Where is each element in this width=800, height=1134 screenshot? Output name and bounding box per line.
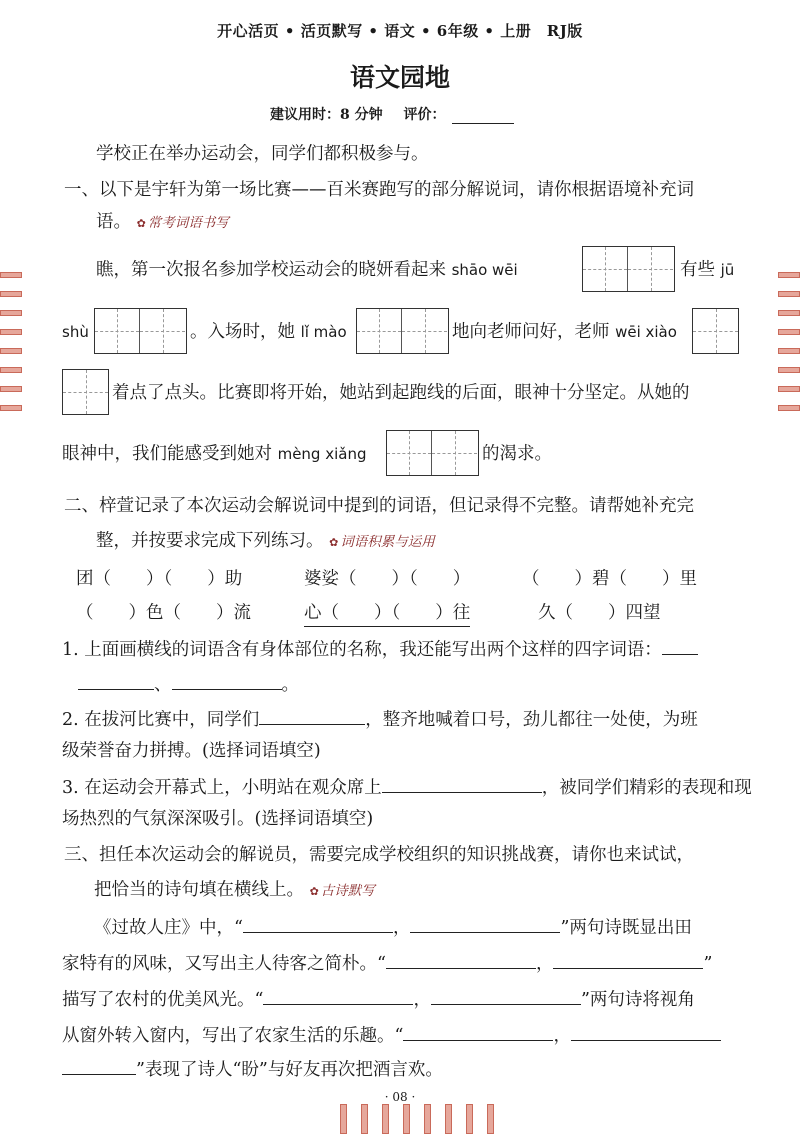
left-edge-decoration xyxy=(0,272,22,424)
page-title: 语文园地 xyxy=(349,63,450,92)
write-box-mengxiang[interactable] xyxy=(386,430,479,476)
section-1-heading-cont: 语。 ✿ 常考词语书写 xyxy=(96,212,229,232)
flower-icon: ✿ xyxy=(309,885,319,898)
answer-blank[interactable] xyxy=(259,706,365,725)
question-1-cont: 、 。 xyxy=(78,671,299,698)
answer-blank[interactable] xyxy=(382,774,542,793)
write-box-weixiao-1[interactable] xyxy=(692,308,739,354)
answer-blank[interactable] xyxy=(571,1022,721,1041)
page-header: 开心活页 • 活页默写 • 语文 • 6年级 • 上册 RJ版 xyxy=(217,22,583,40)
section-1-tag: ✿ 常考词语书写 xyxy=(136,215,229,231)
answer-blank[interactable] xyxy=(386,950,536,969)
bottom-edge-decoration xyxy=(340,1104,494,1134)
section-1-heading: 一、以下是宇轩为第一场比赛——百米赛跑写的部分解说词，请你根据语境补充词 xyxy=(64,180,694,200)
s1-paragraph-line-4b: 的渴求。 xyxy=(482,444,552,464)
page-number: · 08 · xyxy=(384,1090,416,1104)
answer-blank[interactable] xyxy=(410,914,560,933)
answer-blank[interactable] xyxy=(78,671,154,690)
section-3-heading: 三、担任本次运动会的解说员，需要完成学校组织的知识挑战赛，请你也来试试， xyxy=(64,845,694,865)
meta-info xyxy=(270,104,514,124)
answer-blank[interactable] xyxy=(662,636,698,655)
poem-line-1: 《过故人庄》中，“ ， ”两句诗既显出田 xyxy=(94,914,692,941)
answer-blank[interactable] xyxy=(403,1022,553,1041)
poem-line-3: 描写了农村的优美风光。“ ， ”两句诗将视角 xyxy=(62,986,695,1013)
question-3-cont: 场热烈的气氛深深吸引。(选择词语填空) xyxy=(62,809,374,829)
poem-line-2: 家特有的风味，又写出主人待客之简朴。“ ， ” xyxy=(62,950,712,977)
evaluation-blank[interactable] xyxy=(452,109,514,124)
section-2-heading: 二、梓萱记录了本次运动会解说词中提到的词语，但记录得不完整。请帮她补充完 xyxy=(64,496,694,516)
word-item-1[interactable]: 团（ ）（ ）助 xyxy=(76,569,243,589)
answer-blank[interactable] xyxy=(243,914,393,933)
section-2-tag: ✿ 词语积累与运用 xyxy=(329,534,435,550)
intro-text: 学校正在举办运动会，同学们都积极参与。 xyxy=(96,144,429,164)
section-3-heading-cont: 把恰当的诗句填在横线上。 ✿ 古诗默写 xyxy=(94,880,375,900)
poem-line-4: 从窗外转入窗内，写出了农家生活的乐趣。“ ， xyxy=(62,1022,721,1049)
word-item-5-underlined[interactable]: 心（ ）（ ）往 xyxy=(304,600,470,627)
evaluation-label: 评价： xyxy=(403,107,446,123)
question-3: 3. 在运动会开幕式上，小明站在观众席上 ，被同学们精彩的表现和现 xyxy=(62,774,752,801)
flower-icon: ✿ xyxy=(136,217,146,230)
section-3-tag: ✿ 古诗默写 xyxy=(309,883,375,899)
poem-line-5: ”表现了诗人“盼”与好友再次把酒言欢。 xyxy=(62,1056,443,1083)
answer-blank[interactable] xyxy=(263,986,413,1005)
answer-blank[interactable] xyxy=(431,986,581,1005)
flower-icon: ✿ xyxy=(329,536,339,549)
s1-paragraph-line-1b: 有些 jū xyxy=(680,260,735,280)
suggested-time: 建议用时：8 分钟 xyxy=(270,107,383,123)
word-item-6[interactable]: 久（ ）四望 xyxy=(538,603,661,623)
write-box-limao[interactable] xyxy=(356,308,449,354)
write-box-jushu[interactable] xyxy=(94,308,187,354)
answer-blank[interactable] xyxy=(553,950,703,969)
s1-paragraph-line-1: 瞧，第一次报名参加学校运动会的晓妍看起来 shāo wēi xyxy=(96,260,518,280)
word-item-4[interactable]: （ ）色（ ）流 xyxy=(76,603,251,623)
question-2-cont: 级荣誉奋力拼搏。(选择词语填空) xyxy=(62,741,321,761)
answer-blank[interactable] xyxy=(62,1056,136,1075)
question-2: 2. 在拔河比赛中，同学们 ，整齐地喊着口号，劲儿都往一处使，为班 xyxy=(62,706,698,733)
s1-paragraph-line-4: 眼神中，我们能感受到她对 mèng xiǎng xyxy=(62,444,367,464)
section-2-heading-cont: 整，并按要求完成下列练习。 ✿ 词语积累与运用 xyxy=(96,531,435,551)
right-edge-decoration xyxy=(778,272,800,424)
s1-paragraph-line-2: 。入场时，她 lǐ mào xyxy=(190,322,347,342)
word-item-3[interactable]: （ ）碧（ ）里 xyxy=(522,569,697,589)
answer-blank[interactable] xyxy=(172,671,282,690)
write-box-weixiao-2[interactable] xyxy=(62,369,109,415)
write-box-shaowei[interactable] xyxy=(582,246,675,292)
s1-paragraph-line-2b: 地向老师问好，老师 wēi xiào xyxy=(452,322,677,342)
word-item-2[interactable]: 婆娑（ ）（ ） xyxy=(304,569,471,589)
s1-paragraph-line-3: 着点了点头。比赛即将开始，她站到起跑线的后面，眼神十分坚定。从她的 xyxy=(112,383,690,403)
pinyin-shu: shù xyxy=(62,323,89,341)
question-1: 1. 上面画横线的词语含有身体部位的名称，我还能写出两个这样的四字词语： xyxy=(62,636,698,663)
